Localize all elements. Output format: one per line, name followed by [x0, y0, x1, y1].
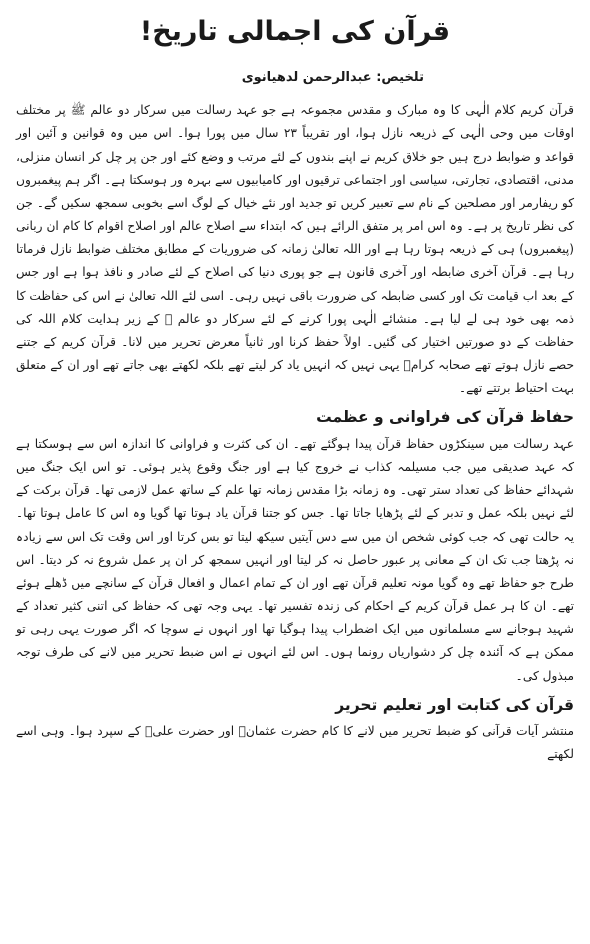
article-title: قرآن کی اجمالی تاریخ! [139, 16, 451, 47]
section-paragraph-kitabat: منتشر آیات قرآنی کو ضبط تحریر میں لانے کا کام حضرت عثمانؓ اور حضرت علیؓ کے سپرد ہوا۔ وہی اسے لکھتے [16, 724, 574, 762]
section-paragraph-huffaz: عہد رسالت میں سینکڑوں حفاظ قرآن پیدا ہوگئے تھے۔ ان کی کثرت و فراوانی کا اندازہ اس سے ہوسکتا ہے کہ عہد صدیقی میں جب مسیلمہ کذاب نے خروج کیا ہے اور جنگ وقوع پذیر ہوئی۔ تو اس ایک جنگ میں شہدائے حفاظ کی تعداد ستر تھی۔ وہ زمانہ بڑا مقدس زمانہ تھا علم کے ساتھ عمل لازمی تھا۔ قرآن برکت کے لئے نہیں بلکہ عمل و تدبر کے لئے پڑھایا جاتا تھا۔ جس کو جتنا قرآن یاد ہوتا تھا گویا وہ اس کا عامل ہوتا تھا۔ یہ حالت تھی کہ جب کوئی شخص ان میں سے دس آیتیں سیکھ لیتا تو بس کرتا اور اس وقت تک اس سے زیادہ نہ پڑھتا جب تک ان کے معانی پر عبور حاصل نہ کر لیتا اور انہیں سمجھ کر ان پر عمل شروع نہ کر دیتا۔ اس طرح جو حفاظ تھے وہ گویا مونہ تعلیم قرآن تھے اور ان کے تمام اعمال و افعال قرآن کے سانچے میں ڈھلے ہوئے تھے۔ ان کا ہر عمل قرآن کریم کے احکام کی زندہ تفسیر تھا۔ یہی وجہ تھی کہ حفاظ کی اتنی کثیر تعداد کے شہید ہوجانے سے مسلمانوں میں ایک اضطراب پیدا ہوگیا تھا اور انہوں نے سوچا کہ اگر صورت یہی رہی تو ممکن ہے کہ آئندہ چل کر دشواریاں رونما ہوں۔ اس لئے انہوں نے اس ضبط تحریر میں لانے کی طرف توجہ مبذول کی۔ [16, 436, 574, 683]
article-byline: تلخیص: عبدالرحمن لدھیانوی [241, 70, 424, 86]
intro-paragraph: قرآن کریم کلام الٰہی کا وہ مبارک و مقدس مجموعہ ہے جو عہد رسالت میں سرکار دو عالم ﷺ پر مختلف اوقات میں وحی الٰہی کے ذریعہ نازل ہوا، اور تقریباً ۲۳ سال میں پورا ہوا۔ اس میں وہ قوانین و آئین اور قواعد و ضوابط درج ہیں جو خلاق کریم نے اپنے بندوں کے لئے مرتب و وضع کئے اور جن پر چل کر انسان منزلی، مدنی، اقتصادی، تجارتی، سیاسی اور اجتماعی ترقیوں اور کامیابیوں سے بہرہ ور ہوسکتا ہے۔ اگر ہم پیغمبروں کو ریفارمر اور مصلحین کے نام سے تعبیر کریں تو جدید اور نئے خیال کے لوگ اسے بخوبی سمجھ سکیں گے۔ جن کی نظر تاریخ پر ہے۔ وہ اس امر پر متفق الرائے ہیں کہ ابتداء سے اصلاح عالم اور اصلاح اقوام کا کام ان ربانی (پیغمبروں) ہی کے ذریعہ ہوتا رہا ہے اور اللہ تعالیٰ زمانہ کی ضروریات کے مطابق مختلف ضوابط نازل فرماتا رہا ہے۔ قرآن آخری ضابطہ اور آخری قانون ہے جو پوری دنیا کی اصلاح کے لئے صادر و نافذ ہوا ہے اور جس کے بعد اب قیامت تک اور کسی ضابطہ کی ضرورت باقی نہیں رہی۔ اسی لئے اللہ تعالیٰ نے اس کی حفاظت کا ذمہ بھی خود ہی لے لیا ہے۔ منشائے الٰہی پورا کرنے کے لئے سرکار دو عالم ﷺ کے زیر ہدایت کلام اللہ کی حفاظت کے دو صورتیں اختیار کی گئیں۔ اولاً حفظ کرنا اور ثانیاً معرض تحریر میں لانا۔ قرآن کریم کے جتنے حصے نازل ہوتے تھے صحابہ کرامؓ یہی نہیں کہ انہیں یاد کر لیتے تھے بلکہ لکھتے بھی جاتے تھے اور ان کے متعلق بہت احتیاط برتتے تھے۔ [16, 103, 574, 396]
section-heading-huffaz: حفاظ قرآن کی فراوانی و عظمت [316, 408, 574, 427]
section-heading-kitabat: قرآن کی کتابت اور تعلیم تحریر [335, 695, 574, 714]
